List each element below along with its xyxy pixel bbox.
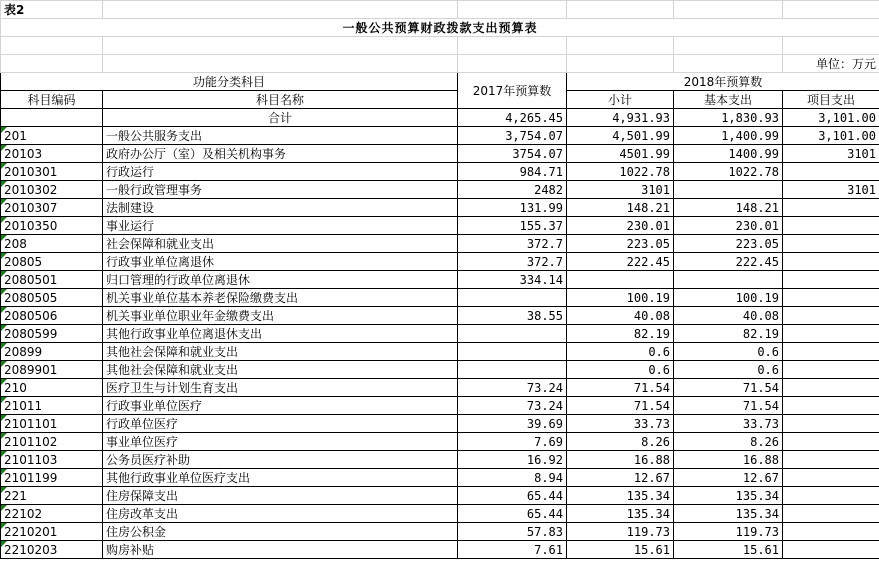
cell-subtotal: 12.67 — [567, 469, 674, 487]
cell-subtotal: 82.19 — [567, 325, 674, 343]
cell-code: 20899 — [1, 343, 103, 361]
cell-code: 2210203 — [1, 541, 103, 559]
cell-name: 一般公共服务支出 — [103, 127, 458, 145]
cell-basic: 1400.99 — [674, 145, 783, 163]
cell-project — [783, 523, 879, 541]
table-row — [1, 541, 879, 559]
total-2017: 4,265.45 — [458, 109, 567, 127]
table-row — [1, 199, 879, 217]
cell-subtotal: 71.54 — [567, 379, 674, 397]
title-row — [1, 19, 879, 37]
cell-subtotal: 15.61 — [567, 541, 674, 559]
cell-code: 2101102 — [1, 433, 103, 451]
cell-2017: 372.7 — [458, 235, 567, 253]
cell-name: 购房补贴 — [103, 541, 458, 559]
cell-basic: 222.45 — [674, 253, 783, 271]
cell-subtotal: 33.73 — [567, 415, 674, 433]
table-row — [1, 307, 879, 325]
cell-2017: 334.14 — [458, 271, 567, 289]
cell-subtotal: 222.45 — [567, 253, 674, 271]
cell-2017: 38.55 — [458, 307, 567, 325]
cell-name: 社会保障和就业支出 — [103, 235, 458, 253]
cell-name: 事业单位医疗 — [103, 433, 458, 451]
cell-2017 — [458, 361, 567, 379]
table-row — [1, 325, 879, 343]
cell-code: 20103 — [1, 145, 103, 163]
cell-project — [783, 433, 879, 451]
cell-code: 210 — [1, 379, 103, 397]
header-func-class: 功能分类科目 — [1, 73, 458, 91]
cell-basic: 100.19 — [674, 289, 783, 307]
cell-project — [783, 541, 879, 559]
table-row — [1, 145, 879, 163]
cell-project — [783, 487, 879, 505]
cell-2017: 16.92 — [458, 451, 567, 469]
cell-project — [783, 253, 879, 271]
cell-name: 其他行政事业单位医疗支出 — [103, 469, 458, 487]
total-label: 合计 — [103, 109, 458, 127]
cell-project: 3,101.00 — [783, 127, 879, 145]
cell-name: 医疗卫生与计划生育支出 — [103, 379, 458, 397]
cell-basic: 148.21 — [674, 199, 783, 217]
cell-project — [783, 325, 879, 343]
table-row — [1, 253, 879, 271]
cell-name: 行政单位医疗 — [103, 415, 458, 433]
cell-2017: 65.44 — [458, 505, 567, 523]
cell-name: 政府办公厅（室）及相关机构事务 — [103, 145, 458, 163]
cell-code: 2080599 — [1, 325, 103, 343]
cell-2017 — [458, 325, 567, 343]
header-2017: 2017年预算数 — [458, 73, 567, 109]
cell-2017: 57.83 — [458, 523, 567, 541]
cell-2017: 65.44 — [458, 487, 567, 505]
table-row — [1, 289, 879, 307]
cell-2017: 984.71 — [458, 163, 567, 181]
cell-basic: 33.73 — [674, 415, 783, 433]
cell-basic: 71.54 — [674, 379, 783, 397]
header-code: 科目编码 — [1, 91, 103, 109]
cell-name: 行政运行 — [103, 163, 458, 181]
table-row — [1, 469, 879, 487]
cell-project — [783, 361, 879, 379]
table-row — [1, 217, 879, 235]
cell-basic: 82.19 — [674, 325, 783, 343]
cell-2017: 155.37 — [458, 217, 567, 235]
cell-project — [783, 271, 879, 289]
cell-basic: 71.54 — [674, 397, 783, 415]
table-row — [1, 235, 879, 253]
cell-basic: 119.73 — [674, 523, 783, 541]
header-row-1 — [1, 73, 879, 91]
cell-project — [783, 163, 879, 181]
cell-code: 2010307 — [1, 199, 103, 217]
cell-subtotal: 135.34 — [567, 505, 674, 523]
cell-code: 2010302 — [1, 181, 103, 199]
cell-subtotal — [567, 271, 674, 289]
cell-name: 法制建设 — [103, 199, 458, 217]
cell-subtotal: 148.21 — [567, 199, 674, 217]
cell-basic: 0.6 — [674, 361, 783, 379]
cell-name: 机关事业单位基本养老保险缴费支出 — [103, 289, 458, 307]
cell-basic: 135.34 — [674, 505, 783, 523]
cell-name: 住房公积金 — [103, 523, 458, 541]
cell-project — [783, 217, 879, 235]
header-basic: 基本支出 — [674, 91, 783, 109]
cell-subtotal: 230.01 — [567, 217, 674, 235]
table-row — [1, 451, 879, 469]
cell-project — [783, 343, 879, 361]
cell-code: 2101101 — [1, 415, 103, 433]
cell-2017: 2482 — [458, 181, 567, 199]
cell-name: 其他社会保障和就业支出 — [103, 343, 458, 361]
cell-name: 其他行政事业单位离退休支出 — [103, 325, 458, 343]
cell-subtotal: 0.6 — [567, 361, 674, 379]
cell-basic: 135.34 — [674, 487, 783, 505]
total-project: 3,101.00 — [783, 109, 879, 127]
cell-name: 住房改革支出 — [103, 505, 458, 523]
cell-name: 事业运行 — [103, 217, 458, 235]
total-basic: 1,830.93 — [674, 109, 783, 127]
cell-name: 住房保障支出 — [103, 487, 458, 505]
cell-2017: 131.99 — [458, 199, 567, 217]
cell-basic: 12.67 — [674, 469, 783, 487]
blank-row — [1, 37, 879, 55]
cell-code: 2080506 — [1, 307, 103, 325]
header-subtotal: 小计 — [567, 91, 674, 109]
cell-subtotal: 40.08 — [567, 307, 674, 325]
cell-subtotal: 223.05 — [567, 235, 674, 253]
cell-basic: 1,400.99 — [674, 127, 783, 145]
cell-code: 21011 — [1, 397, 103, 415]
table-row — [1, 127, 879, 145]
cell-subtotal: 135.34 — [567, 487, 674, 505]
cell-code: 221 — [1, 487, 103, 505]
cell-name: 公务员医疗补助 — [103, 451, 458, 469]
table-row — [1, 505, 879, 523]
cell-basic: 230.01 — [674, 217, 783, 235]
cell-project — [783, 307, 879, 325]
table-row — [1, 379, 879, 397]
cell-project: 3101 — [783, 181, 879, 199]
cell-basic: 223.05 — [674, 235, 783, 253]
cell-subtotal: 1022.78 — [567, 163, 674, 181]
cell-basic: 40.08 — [674, 307, 783, 325]
header-name: 科目名称 — [103, 91, 458, 109]
cell-project — [783, 397, 879, 415]
table-row — [1, 415, 879, 433]
table-row — [1, 163, 879, 181]
cell-code: 2210201 — [1, 523, 103, 541]
cell-code: 2010301 — [1, 163, 103, 181]
cell-code: 2080501 — [1, 271, 103, 289]
cell-2017: 7.61 — [458, 541, 567, 559]
total-subtotal: 4,931.93 — [567, 109, 674, 127]
cell-project — [783, 199, 879, 217]
label-row — [1, 1, 879, 19]
unit-label: 单位：万元 — [783, 55, 879, 73]
cell-project — [783, 469, 879, 487]
cell-name: 机关事业单位职业年金缴费支出 — [103, 307, 458, 325]
cell-name: 行政事业单位医疗 — [103, 397, 458, 415]
cell-project — [783, 505, 879, 523]
cell-project — [783, 451, 879, 469]
cell-code: 2101103 — [1, 451, 103, 469]
cell-code: 2080505 — [1, 289, 103, 307]
cell-subtotal: 4,501.99 — [567, 127, 674, 145]
cell-name: 一般行政管理事务 — [103, 181, 458, 199]
cell-subtotal: 119.73 — [567, 523, 674, 541]
cell-code: 2101199 — [1, 469, 103, 487]
cell-subtotal: 16.88 — [567, 451, 674, 469]
cell-code: 2010350 — [1, 217, 103, 235]
table-row — [1, 523, 879, 541]
cell-code: 2089901 — [1, 361, 103, 379]
cell-subtotal: 100.19 — [567, 289, 674, 307]
cell-project: 3101 — [783, 145, 879, 163]
cell-2017: 3,754.07 — [458, 127, 567, 145]
cell-basic: 8.26 — [674, 433, 783, 451]
cell-code: 201 — [1, 127, 103, 145]
cell-project — [783, 379, 879, 397]
cell-2017 — [458, 343, 567, 361]
cell-2017: 7.69 — [458, 433, 567, 451]
cell-subtotal: 3101 — [567, 181, 674, 199]
cell-basic: 16.88 — [674, 451, 783, 469]
cell-basic: 15.61 — [674, 541, 783, 559]
table-row — [1, 271, 879, 289]
total-row — [1, 109, 879, 127]
cell-basic: 1022.78 — [674, 163, 783, 181]
cell-name: 行政事业单位离退休 — [103, 253, 458, 271]
page-title: 一般公共预算财政拨款支出预算表 — [1, 19, 879, 37]
cell-2017: 8.94 — [458, 469, 567, 487]
cell-basic: 0.6 — [674, 343, 783, 361]
table-row — [1, 397, 879, 415]
cell-basic — [674, 271, 783, 289]
cell-subtotal: 8.26 — [567, 433, 674, 451]
cell-project — [783, 289, 879, 307]
cell-2017: 372.7 — [458, 253, 567, 271]
table-row — [1, 433, 879, 451]
cell-name: 归口管理的行政单位离退休 — [103, 271, 458, 289]
cell-code: 208 — [1, 235, 103, 253]
cell-basic — [674, 181, 783, 199]
cell-2017: 73.24 — [458, 379, 567, 397]
cell-2017 — [458, 289, 567, 307]
cell-code: 22102 — [1, 505, 103, 523]
header-project: 项目支出 — [783, 91, 879, 109]
table-row — [1, 487, 879, 505]
table-label: 表2 — [1, 1, 103, 19]
cell-subtotal: 4501.99 — [567, 145, 674, 163]
cell-code: 20805 — [1, 253, 103, 271]
table-row — [1, 181, 879, 199]
cell-name: 其他社会保障和就业支出 — [103, 361, 458, 379]
header-2018: 2018年预算数 — [567, 73, 879, 91]
cell-2017: 39.69 — [458, 415, 567, 433]
cell-2017: 73.24 — [458, 397, 567, 415]
table-row — [1, 361, 879, 379]
cell-project — [783, 415, 879, 433]
table-row — [1, 343, 879, 361]
cell-subtotal: 0.6 — [567, 343, 674, 361]
cell-project — [783, 235, 879, 253]
unit-row — [1, 55, 879, 73]
cell-subtotal: 71.54 — [567, 397, 674, 415]
cell-2017: 3754.07 — [458, 145, 567, 163]
